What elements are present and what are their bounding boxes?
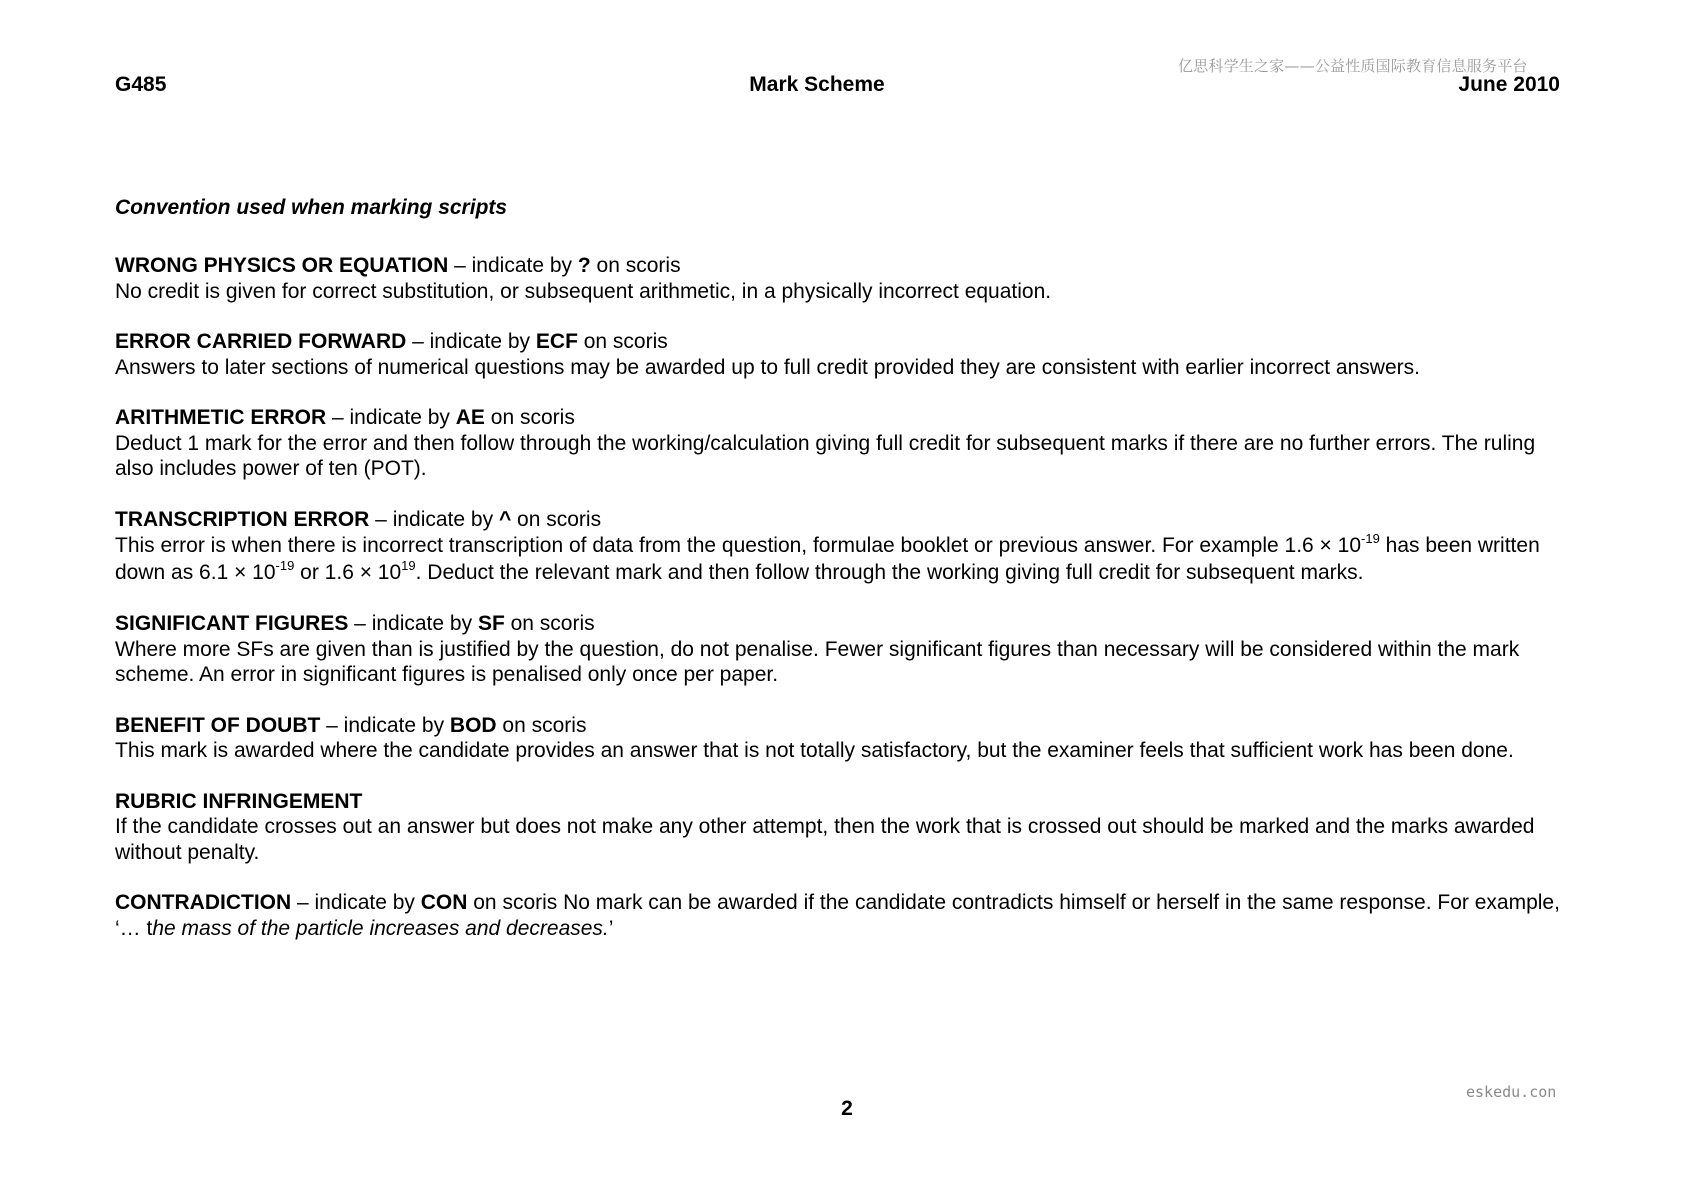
section-heading: ERROR CARRIED FORWARD [115,330,407,353]
section-body: Deduct 1 mark for the error and then follow through the working/calculation giving full credit for subsequent marks if there are no further errors. The ruling also includes power of ten (POT). [115,431,1536,480]
exponent: 19 [401,558,416,573]
section-arithmetic [115,405,1575,482]
header-title: Mark Scheme [749,73,885,96]
section-body: Answers to later sections of numerical questions may be awarded up to full credit provided they are consistent with earlier incorrect answers. [115,355,1420,379]
section-heading: TRANSCRIPTION ERROR [115,507,370,531]
indicate-text: – indicate by [291,891,421,914]
indicate-text: on scoris [496,713,587,737]
indicate-text: on scoris [504,612,595,635]
section-body: This mark is awarded where the candidate provides an answer that is not totally satisfactory, but the examiner feels that sufficient work has been done. [115,739,1514,762]
annotation-mark: ^ [498,507,512,531]
section-heading-line [115,713,1575,739]
section-rubric [115,789,1575,866]
section-heading: WRONG PHYSICS OR EQUATION [115,254,449,277]
section-benefit-of-doubt [115,713,1575,764]
indicate-text: – indicate by [369,507,499,531]
indicate-text: on scoris [577,330,668,353]
watermark-top: 亿思科学生之家——公益性质国际教育信息服务平台 [1178,57,1528,75]
indicate-text: – indicate by [326,406,456,429]
section-ecf [115,329,1575,380]
section-heading-line [115,329,1575,355]
section-heading: CONTRADICTION [115,891,292,914]
annotation-mark: CON [420,891,468,914]
indicate-text: – indicate by [406,330,536,353]
section-body [115,532,1575,586]
section-body: If the candidate crosses out an answer but does not make any other attempt, then the work that is crossed out should be marked and the marks awarded without penalty. [115,815,1535,864]
body-text: has been written down as 6.1 × 10 [115,534,1540,584]
section-heading: RUBRIC INFRINGEMENT [115,789,363,813]
annotation-mark: AE [455,406,485,429]
example-quote: he mass of the particle increases and decreases. [152,916,609,940]
indicate-text: on scoris [511,507,602,531]
annotation-mark: BOD [449,713,497,737]
conventions-list [115,253,1575,966]
section-heading: BENEFIT OF DOUBT [115,713,321,737]
body-text: . Deduct the relevant mark and then follow through the working giving full credit for subsequent marks. [415,561,1364,584]
section-transcription [115,507,1575,587]
annotation-mark: ? [577,254,591,277]
exponent: -19 [275,558,295,573]
section-heading-line [115,789,1575,815]
section-heading-line [115,890,1575,941]
indicate-text: – indicate by [348,612,478,635]
section-wrong-physics [115,253,1575,304]
exponent: -19 [1361,531,1380,546]
intro-heading: Convention used when marking scripts [115,196,508,219]
body-text: This error is when there is incorrect transcription of data from the question, formulae booklet or previous answer. For example 1.6 × 10 [115,534,1362,557]
annotation-mark: SF [477,612,505,635]
body-text: or 1.6 × 10 [294,561,402,584]
section-heading-line [115,507,1575,533]
section-contradiction [115,890,1575,941]
section-heading: SIGNIFICANT FIGURES [115,612,349,635]
section-heading-line [115,405,1575,431]
indicate-text: on scoris No mark can be awarded if the candidate contradicts himself or herself in the same response. For example, ‘… t [115,891,1560,940]
section-heading-line [115,253,1575,279]
annotation-mark: ECF [535,330,578,353]
section-body: Where more SFs are given than is justified by the question, do not penalise. Fewer significant figures than necessary will be considered within the mark scheme. An error in significant figures is penalised only once per paper. [115,637,1520,686]
indicate-text: on scoris [590,254,681,277]
header-date: June 2010 [1458,73,1560,96]
section-heading-line [115,611,1575,637]
indicate-text: on scoris [484,406,575,429]
section-body: No credit is given for correct substitution, or subsequent arithmetic, in a physically incorrect equation. [115,279,1052,303]
indicate-text: – indicate by [320,713,450,737]
section-significant-figures [115,611,1575,688]
section-heading: ARITHMETIC ERROR [115,406,327,429]
header-code: G485 [115,73,167,96]
quote-close: ’ [608,916,614,940]
watermark-bottom: eskedu.con [1466,1083,1557,1101]
page-number: 2 [841,1097,853,1120]
indicate-text: – indicate by [448,254,578,277]
